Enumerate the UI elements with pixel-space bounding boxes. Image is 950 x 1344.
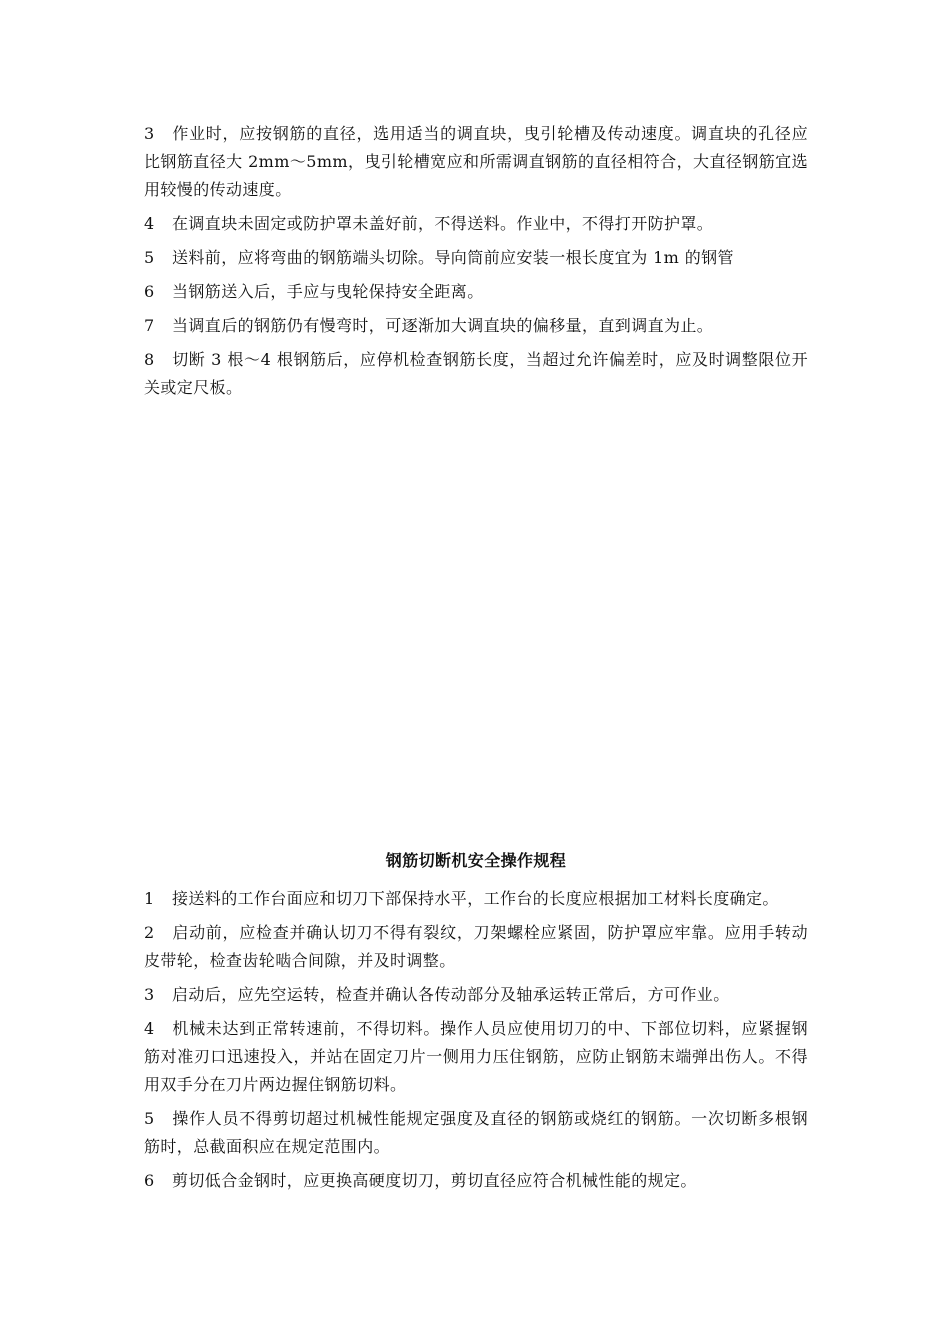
item-number: 8 xyxy=(144,350,155,369)
list-item xyxy=(144,346,808,402)
list-item xyxy=(144,120,808,204)
item-number: 6 xyxy=(144,1171,155,1190)
list-item xyxy=(144,312,808,340)
list-item xyxy=(144,919,808,975)
item-text: 启动前，应检查并确认切刀不得有裂纹，刀架螺栓应紧固，防护罩应牢靠。应用手转动皮带轮，检查齿轮啮合间隙，并及时调整。 xyxy=(144,923,808,970)
item-number: 5 xyxy=(144,1109,155,1128)
list-item xyxy=(144,981,808,1009)
list-item xyxy=(144,1105,808,1161)
item-number: 5 xyxy=(144,248,155,267)
item-text: 在调直块未固定或防护罩未盖好前，不得送料。作业中，不得打开防护罩。 xyxy=(172,214,714,233)
list-item xyxy=(144,278,808,306)
list-item xyxy=(144,1015,808,1099)
item-text: 剪切低合金钢时，应更换高硬度切刀，剪切直径应符合机械性能的规定。 xyxy=(172,1171,697,1190)
item-text: 操作人员不得剪切超过机械性能规定强度及直径的钢筋或烧红的钢筋。一次切断多根钢筋时，总截面积应在规定范围内。 xyxy=(144,1109,808,1156)
list-item xyxy=(144,885,808,913)
item-text: 接送料的工作台面应和切刀下部保持水平，工作台的长度应根据加工材料长度确定。 xyxy=(172,889,779,908)
item-number: 2 xyxy=(144,923,155,942)
item-number: 4 xyxy=(144,1019,155,1038)
item-text: 作业时，应按钢筋的直径，选用适当的调直块，曳引轮槽及传动速度。调直块的孔径应比钢筋直径大 2mm～5mm，曳引轮槽宽应和所需调直钢筋的直径相符合，大直径钢筋宜选用较慢的传动速度。 xyxy=(144,124,808,199)
item-text: 当调直后的钢筋仍有慢弯时，可逐渐加大调直块的偏移量，直到调直为止。 xyxy=(172,316,714,335)
item-text: 切断 3 根～4 根钢筋后，应停机检查钢筋长度，当超过允许偏差时，应及时调整限位开关或定尺板。 xyxy=(144,350,808,397)
bottom-section xyxy=(144,847,808,1201)
top-section xyxy=(144,120,808,408)
item-number: 3 xyxy=(144,985,155,1004)
item-text: 当钢筋送入后，手应与曳轮保持安全距离。 xyxy=(172,282,484,301)
item-number: 7 xyxy=(144,316,155,335)
item-text: 机械未达到正常转速前，不得切料。操作人员应使用切刀的中、下部位切料，应紧握钢筋对准刃口迅速投入，并站在固定刀片一侧用力压住钢筋，应防止钢筋末端弹出伤人。不得用双手分在刀片两边握住钢筋切料。 xyxy=(144,1019,808,1094)
item-number: 4 xyxy=(144,214,155,233)
list-item xyxy=(144,244,808,272)
item-number: 1 xyxy=(144,889,155,908)
item-text: 启动后，应先空运转，检查并确认各传动部分及轴承运转正常后，方可作业。 xyxy=(172,985,730,1004)
section-title: 钢筋切断机安全操作规程 xyxy=(385,851,567,870)
item-text: 送料前，应将弯曲的钢筋端头切除。导向筒前应安装一根长度宜为 1m 的钢管 xyxy=(172,248,734,267)
item-number: 3 xyxy=(144,124,155,143)
item-number: 6 xyxy=(144,282,155,301)
list-item xyxy=(144,1167,808,1195)
list-item xyxy=(144,210,808,238)
